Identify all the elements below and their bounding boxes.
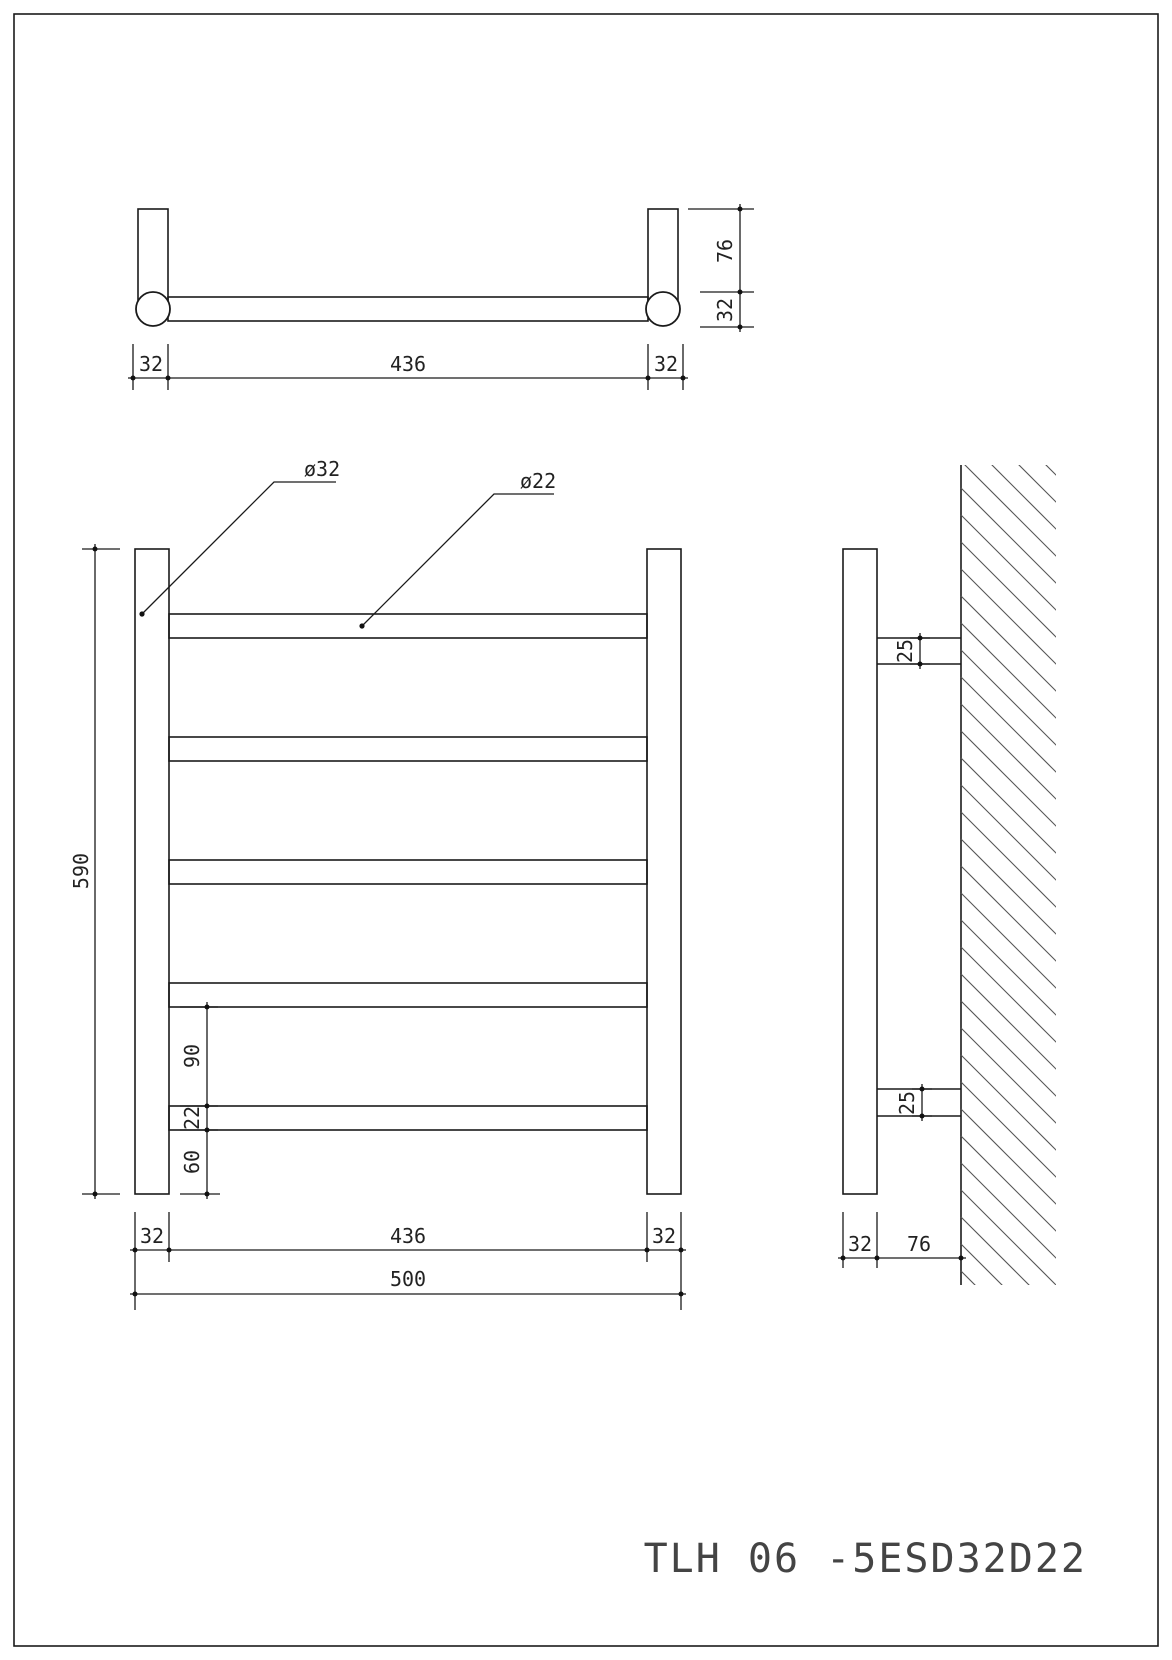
hatch-line xyxy=(961,974,1061,1074)
hatch-line xyxy=(961,839,1061,939)
hatch-line xyxy=(961,380,1061,480)
hatch-line xyxy=(961,650,1061,750)
drawing-title: TLH 06 -5ESD32D22 xyxy=(643,1536,1087,1582)
hatch-line xyxy=(961,1163,1061,1263)
side-dim-post: 32 xyxy=(847,1232,873,1256)
hatch-line xyxy=(961,731,1061,831)
hatch-line xyxy=(961,596,1061,696)
front-dim-gap: 90 xyxy=(180,1043,204,1069)
hatch-line xyxy=(961,947,1061,1047)
front-left-post xyxy=(135,549,169,1194)
side-dim-bracket-bottom: 25 xyxy=(895,1090,919,1116)
hatch-line xyxy=(961,542,1061,642)
front-dim-left: 32 xyxy=(139,1224,165,1248)
hatch-line xyxy=(961,758,1061,858)
top-dim-middle: 436 xyxy=(389,352,427,376)
hatch-line xyxy=(961,785,1061,885)
hatch-line xyxy=(961,623,1061,723)
hatch-line xyxy=(961,1298,1061,1398)
hatch-line xyxy=(961,1109,1061,1209)
callout-rail: ø22 xyxy=(520,469,557,493)
top-dim-bar: 32 xyxy=(713,297,737,323)
rail-1 xyxy=(169,614,647,638)
hatch-line xyxy=(961,1055,1061,1155)
front-dim-height: 590 xyxy=(69,852,93,890)
hatch-line xyxy=(961,920,1061,1020)
top-right-post-section xyxy=(646,292,680,326)
hatch-line xyxy=(961,1217,1061,1317)
top-dim-depth: 76 xyxy=(713,238,737,264)
rail-3 xyxy=(169,860,647,884)
front-dim-middle: 436 xyxy=(389,1224,427,1248)
callout-post: ø32 xyxy=(304,457,341,481)
front-dim-total: 500 xyxy=(389,1267,427,1291)
front-dim-right: 32 xyxy=(651,1224,677,1248)
front-view xyxy=(69,457,686,1310)
hatch-line xyxy=(961,1244,1061,1344)
side-dim-bracket-top: 25 xyxy=(893,638,917,664)
rail-2 xyxy=(169,737,647,761)
leader-post xyxy=(142,482,336,614)
hatch-line xyxy=(961,1028,1061,1128)
hatch-line xyxy=(961,1001,1061,1101)
leader-rail xyxy=(362,494,554,626)
top-rail xyxy=(168,297,648,321)
wall-hatch xyxy=(961,380,1061,1398)
hatch-line xyxy=(961,812,1061,912)
hatch-line xyxy=(961,704,1061,804)
top-dim-left: 32 xyxy=(138,352,164,376)
hatch-line xyxy=(961,866,1061,966)
hatch-line xyxy=(961,569,1061,669)
rail-4 xyxy=(169,983,647,1007)
top-dim-right: 32 xyxy=(653,352,679,376)
side-view xyxy=(838,380,1061,1398)
hatch-line xyxy=(961,1190,1061,1290)
side-post xyxy=(843,549,877,1194)
rail-5 xyxy=(169,1106,647,1130)
side-dim-standoff: 76 xyxy=(906,1232,932,1256)
hatch-line xyxy=(961,515,1061,615)
front-dim-bottom: 60 xyxy=(180,1149,204,1175)
hatch-line xyxy=(961,1136,1061,1236)
top-left-post-section xyxy=(136,292,170,326)
hatch-line xyxy=(961,1271,1061,1371)
hatch-line xyxy=(961,1082,1061,1182)
hatch-line xyxy=(961,407,1061,507)
hatch-line xyxy=(961,461,1061,561)
front-dim-rail: 22 xyxy=(180,1105,204,1131)
hatch-line xyxy=(961,488,1061,588)
front-right-post xyxy=(647,549,681,1194)
top-view xyxy=(128,204,754,390)
sheet-border xyxy=(14,14,1158,1646)
hatch-line xyxy=(961,677,1061,777)
hatch-line xyxy=(961,893,1061,993)
hatch-line xyxy=(961,434,1061,534)
